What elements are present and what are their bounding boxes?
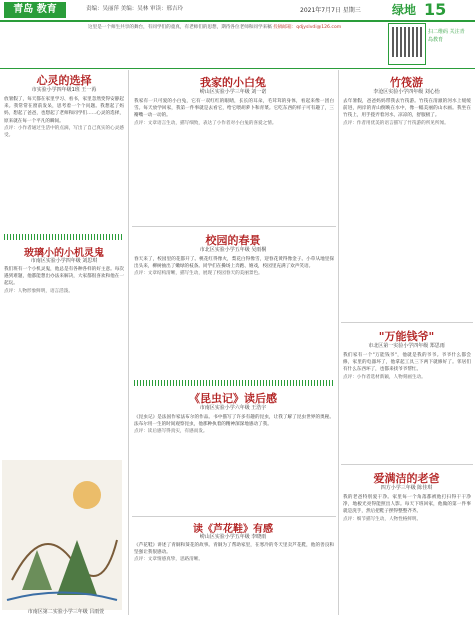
article-title: 我家的小白兔 <box>200 76 266 89</box>
article-title: 心灵的选择 <box>36 74 92 87</box>
article-text: 《昆虫记》是法国作家法布尔的作品。书中描写了许多有趣的昆虫，让我了解了昆虫世界的奥秘。法布尔用一生的时间观察昆虫，他那种执着的精神深深地感动了我。 <box>134 415 334 428</box>
article-body <box>134 256 334 374</box>
article-byline: 崂山区实验小学五年级 李晓雨 <box>199 534 267 540</box>
child-drawing-illustration <box>2 460 122 610</box>
article-byline: 市南区实验小学六年级 王浩宇 <box>199 405 267 411</box>
article-byline: 市南区实验小学四年级 刘思琪 <box>30 258 98 264</box>
column-rule <box>338 70 339 615</box>
page-number: 15 <box>424 0 447 19</box>
section-title: 绿地 <box>392 3 417 17</box>
decorative-stripe <box>134 380 334 386</box>
section-rule <box>341 322 473 323</box>
article-title: 校园的春景 <box>205 234 261 247</box>
article-body <box>343 352 471 460</box>
header-rule <box>0 20 475 22</box>
article-comment: 点评：作者用优美的语言描写了竹筏游的所见所闻。 <box>343 120 449 126</box>
article-comment: 点评：小作者通过生活中的点滴，写出了自己真实的心灵感受。 <box>4 125 124 139</box>
article-title: "万能钱爷" <box>378 330 435 343</box>
article-text: 我的老爸特别爱干净。家里每一个角落都被他打扫得干干净净，地板光亮得能照出人影。每天下班回家，他做的第一件事就是洗手，然后把鞋子摆得整整齐齐。 <box>343 495 471 515</box>
article-comment: 点评：细节描写生动，人物性格鲜明。 <box>343 516 422 522</box>
article-title: 爱满洁的老爸 <box>373 472 440 485</box>
article-byline: 市北区实验小学五年级 吴雨桐 <box>199 247 267 253</box>
article-comment: 点评：读后感写得真实，有感而发。 <box>134 429 208 435</box>
article-byline: 李沧区实验小学四年级 刘心怡 <box>373 89 440 95</box>
intro-contact: 投稿邮箱：qdjyslvdi@126.com <box>273 25 342 30</box>
article-comment: 点评：文章语言生动，描写细致，表达了小作者对小白兔的喜爱之情。 <box>134 120 277 126</box>
article-body <box>343 494 471 616</box>
article-title: 《昆虫记》读后感 <box>189 392 277 405</box>
drawing-icon <box>2 460 122 610</box>
article-comment: 点评：人物形象鲜明，语言活泼。 <box>4 288 73 294</box>
article-title: 玻璃小的小机灵鬼 <box>24 248 104 259</box>
article-text: 放暑假了，每天都在家里学习、看书，家里忽然变得安静起来。我常常在窗前发呆，思考着一个个问题。我想起了妈妈，想起了爸爸，也想起了老师和同学们……心灵的选择，原来就在每一个平凡的瞬间。 <box>4 97 124 124</box>
article-text: 我家有一只可爱的小白兔，它有一双红红的眼睛，长长的耳朵，毛茸茸的身体，看起来像一团白雪。每天放学回家，我第一件事就是去看它，给它喂胡萝卜和青菜。它吃东西的样子可有趣了，三瓣嘴一动一动的。 <box>134 99 334 119</box>
article-body <box>343 98 471 316</box>
article-byline: 四方小学三年级 陈佳琪 <box>380 485 433 491</box>
article-comment: 点评：文章结构清晰，描写生动，展现了校园春天的美丽景色。 <box>134 271 263 277</box>
article-text: 我们班有一个小机灵鬼，他总是有各种各样的好主意。每次遇到难题，他都能想出办法来解决，大家都很喜欢和他在一起玩。 <box>4 267 124 287</box>
article-title: 竹筏游 <box>390 76 423 89</box>
article-text: 春天来了，校园里的花都开了。桃花红得像火，梨花白得像雪，迎春花黄得像金子。小草从地里探出头来，柳树抽出了嫩绿的枝条。同学们在操场上奔跑、嬉戏，校园里充满了欢声笑语。 <box>134 257 334 270</box>
article-body <box>4 266 124 450</box>
article-comment: 点评：文章情感真挚，思路清晰。 <box>134 557 203 563</box>
article-byline: 崂山区实验小学三年级 刘一诺 <box>199 89 267 95</box>
article-body <box>134 414 334 512</box>
article-byline: 市北区第一实验小学四年级 郑思雨 <box>368 343 445 349</box>
issue-date: 2021年7月7日 星期三 <box>300 7 361 14</box>
article-byline: 市实验小学四年级1班 王一苒 <box>31 87 97 93</box>
intro-divider <box>0 68 475 69</box>
illustration-caption: 市南区第二实验小学三年级 吕雨萱 <box>27 609 105 615</box>
intro-text: 这里是一个师生共享的舞台，有同学们的童真，有老师们的思想，期待各位老师和同学来稿 <box>88 25 272 30</box>
editor-credits: 责编：吴丽萍 美编：吴林 审读：邢吉玲 <box>86 6 183 12</box>
qr-label: 扫二维码 关注青岛教育 <box>428 29 465 43</box>
section-rule <box>341 464 473 465</box>
article-title: 读《芦花鞋》有感 <box>193 524 273 535</box>
section-rule <box>132 226 336 227</box>
article-text: 我们家有一个"万能钱爷"，他就是我的爷爷。爷爷什么都会修，家里的电器坏了，他拿起工具三下两下就修好了。邻居们有什么东西坏了，也都来找爷爷帮忙。 <box>343 353 471 373</box>
article-body <box>134 98 334 222</box>
qr-pattern <box>392 27 422 57</box>
article-body <box>134 542 334 616</box>
article-text: 去年暑假，爸爸妈妈带我去竹筏游。竹筏在清澈的河水上缓缓前进，两岸的青山倒映在水中，像一幅美丽的山水画。我坐在竹筏上，用手拨弄着河水，凉凉的，舒服极了。 <box>343 99 471 119</box>
column-intro <box>88 24 384 31</box>
article-body <box>4 96 124 228</box>
newspaper-logo: 青岛 教育 <box>4 2 66 18</box>
article-comment: 点评：小作者选材新颖，人物刻画生动。 <box>343 374 426 380</box>
column-rule <box>128 70 129 615</box>
section-rule <box>132 516 336 517</box>
article-text: 《芦花鞋》讲述了青铜和葵花的故事。青铜为了帮助家里，在寒冷的冬天里卖芦花鞋，他的善良和坚强让我很感动。 <box>134 543 334 556</box>
decorative-stripe <box>4 234 124 240</box>
qr-code[interactable] <box>388 23 426 65</box>
